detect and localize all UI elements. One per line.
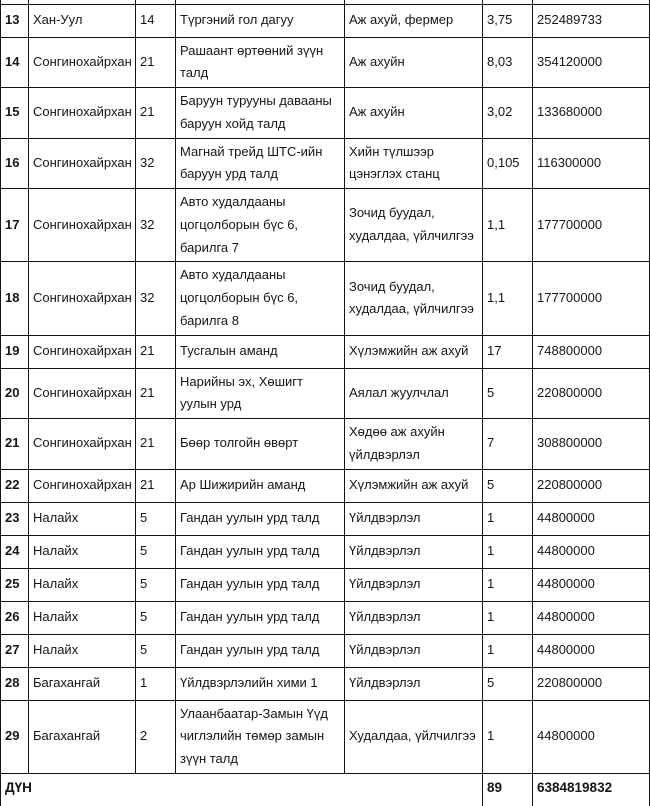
- cell-area: 8,03: [483, 37, 533, 88]
- cell-amount: 220800000: [533, 469, 650, 502]
- cell-khoroo-number: 5: [136, 568, 176, 601]
- cell-row-number: 14: [1, 37, 29, 88]
- table-row: [1, 335, 650, 368]
- table-row: [1, 419, 650, 470]
- cell-khoroo-number: 32: [136, 189, 176, 262]
- cell-location: Гандан уулын урд талд: [176, 535, 345, 568]
- cell-row-number: 23: [1, 502, 29, 535]
- cell-row-number: 25: [1, 568, 29, 601]
- cell-khoroo-number: 2: [136, 700, 176, 773]
- cell-area: 7: [483, 419, 533, 470]
- cell-area: 5: [483, 469, 533, 502]
- cell-amount: 354120000: [533, 37, 650, 88]
- cell-district: Сонгинохайрхан: [29, 419, 136, 470]
- cell-district: Налайх: [29, 535, 136, 568]
- cell-activity: Зочид буудал, худалдаа, үйлчилгээ: [345, 189, 483, 262]
- table-row: [1, 368, 650, 419]
- cell-khoroo-number: 21: [136, 469, 176, 502]
- cell-khoroo-number: 21: [136, 419, 176, 470]
- cell-area: 3,75: [483, 4, 533, 37]
- cell-row-number: 16: [1, 138, 29, 189]
- cell-activity: Хүлэмжийн аж ахуй: [345, 335, 483, 368]
- cell-row-number: 26: [1, 601, 29, 634]
- cell-amount: 252489733: [533, 4, 650, 37]
- cell-amount: 748800000: [533, 335, 650, 368]
- cell-district: Сонгинохайрхан: [29, 469, 136, 502]
- cell-khoroo-number: 21: [136, 88, 176, 139]
- cell-amount: 44800000: [533, 700, 650, 773]
- table-row: [1, 189, 650, 262]
- cell-activity: Хөдөө аж ахуйн үйлдвэрлэл: [345, 419, 483, 470]
- cell-district: Багахангай: [29, 667, 136, 700]
- table-row: [1, 667, 650, 700]
- cell-amount: 44800000: [533, 502, 650, 535]
- cell-district: Сонгинохайрхан: [29, 37, 136, 88]
- cell-activity: Худалдаа, үйлчилгээ: [345, 700, 483, 773]
- cell-district: Налайх: [29, 568, 136, 601]
- cell-amount: 116300000: [533, 138, 650, 189]
- cell-activity: Зочид буудал, худалдаа, үйлчилгээ: [345, 262, 483, 335]
- cell-activity: Аж ахуйн: [345, 88, 483, 139]
- cell-location: Баруун турууны давааны баруун хойд талд: [176, 88, 345, 139]
- cell-location: Тусгалын аманд: [176, 335, 345, 368]
- cell-amount: 44800000: [533, 601, 650, 634]
- cell-khoroo-number: 21: [136, 37, 176, 88]
- cell-district: Сонгинохайрхан: [29, 368, 136, 419]
- cell-amount: 133680000: [533, 88, 650, 139]
- cell-row-number: 18: [1, 262, 29, 335]
- cell-activity: Аж ахуйн: [345, 37, 483, 88]
- cell-location: Гандан уулын урд талд: [176, 568, 345, 601]
- cell-location: Магнай трейд ШТС-ийн баруун урд талд: [176, 138, 345, 189]
- cell-khoroo-number: 21: [136, 368, 176, 419]
- cell-location: Түргэний гол дагуу: [176, 4, 345, 37]
- cell-khoroo-number: 5: [136, 601, 176, 634]
- total-label: ДҮН: [1, 773, 483, 806]
- cell-row-number: 13: [1, 4, 29, 37]
- cell-location: Улаанбаатар-Замын Үүд чиглэлийн төмөр замын зүүн талд: [176, 700, 345, 773]
- cell-khoroo-number: 1: [136, 667, 176, 700]
- cell-row-number: 17: [1, 189, 29, 262]
- cell-location: Авто худалдааны цогцолборын бүс 6, барилга 8: [176, 262, 345, 335]
- cell-location: Гандан уулын урд талд: [176, 634, 345, 667]
- cell-district: Налайх: [29, 634, 136, 667]
- cell-amount: 44800000: [533, 634, 650, 667]
- cell-row-number: 28: [1, 667, 29, 700]
- cell-amount: 44800000: [533, 535, 650, 568]
- cell-area: 1: [483, 502, 533, 535]
- table-row: [1, 138, 650, 189]
- cell-activity: Үйлдвэрлэл: [345, 667, 483, 700]
- cell-area: 1,1: [483, 189, 533, 262]
- cell-activity: Үйлдвэрлэл: [345, 634, 483, 667]
- total-amount-value: 6384819832: [533, 773, 650, 806]
- total-row: [1, 773, 650, 806]
- cell-location: Бөөр толгойн өвөрт: [176, 419, 345, 470]
- cell-area: 1: [483, 568, 533, 601]
- table-row: [1, 568, 650, 601]
- cell-row-number: 29: [1, 700, 29, 773]
- cell-location: Гандан уулын урд талд: [176, 601, 345, 634]
- cell-activity: Аялал жуулчлал: [345, 368, 483, 419]
- table-row: [1, 4, 650, 37]
- table-row: [1, 502, 650, 535]
- cell-activity: Аж ахуй, фермер: [345, 4, 483, 37]
- cell-area: 0,105: [483, 138, 533, 189]
- cell-row-number: 22: [1, 469, 29, 502]
- cell-area: 1: [483, 535, 533, 568]
- cell-district: Налайх: [29, 502, 136, 535]
- cell-khoroo-number: 32: [136, 262, 176, 335]
- cell-row-number: 20: [1, 368, 29, 419]
- cell-activity: Үйлдвэрлэл: [345, 502, 483, 535]
- cell-district: Сонгинохайрхан: [29, 335, 136, 368]
- cell-khoroo-number: 5: [136, 535, 176, 568]
- table-row: [1, 601, 650, 634]
- cell-row-number: 27: [1, 634, 29, 667]
- cell-activity: Үйлдвэрлэл: [345, 568, 483, 601]
- table-row: [1, 37, 650, 88]
- cell-row-number: 19: [1, 335, 29, 368]
- cell-amount: 177700000: [533, 189, 650, 262]
- cell-activity: Үйлдвэрлэл: [345, 535, 483, 568]
- cell-district: Сонгинохайрхан: [29, 189, 136, 262]
- cell-khoroo-number: 21: [136, 335, 176, 368]
- cell-district: Хан-Уул: [29, 4, 136, 37]
- cell-amount: 177700000: [533, 262, 650, 335]
- cell-amount: 308800000: [533, 419, 650, 470]
- cell-location: Авто худалдааны цогцолборын бүс 6, барилга 7: [176, 189, 345, 262]
- cell-location: Рашаант өртөөний зүүн талд: [176, 37, 345, 88]
- cell-row-number: 15: [1, 88, 29, 139]
- total-area-value: 89: [483, 773, 533, 806]
- table-row: [1, 88, 650, 139]
- cell-khoroo-number: 5: [136, 502, 176, 535]
- cell-area: 17: [483, 335, 533, 368]
- cell-amount: 44800000: [533, 568, 650, 601]
- cell-row-number: 24: [1, 535, 29, 568]
- cell-activity: Хийн түлшээр цэнэглэх станц: [345, 138, 483, 189]
- cell-row-number: 21: [1, 419, 29, 470]
- table-row: [1, 700, 650, 773]
- cell-district: Налайх: [29, 601, 136, 634]
- cell-location: Нарийны эх, Хөшигт уулын урд: [176, 368, 345, 419]
- cell-area: 1,1: [483, 262, 533, 335]
- cell-activity: Үйлдвэрлэл: [345, 601, 483, 634]
- cell-district: Сонгинохайрхан: [29, 88, 136, 139]
- cell-amount: 220800000: [533, 667, 650, 700]
- cell-district: Сонгинохайрхан: [29, 262, 136, 335]
- cell-location: Ар Шижирийн аманд: [176, 469, 345, 502]
- cell-district: Багахангай: [29, 700, 136, 773]
- table-row: [1, 535, 650, 568]
- cell-amount: 220800000: [533, 368, 650, 419]
- cell-khoroo-number: 14: [136, 4, 176, 37]
- table-row: [1, 469, 650, 502]
- cell-area: 1: [483, 634, 533, 667]
- cell-activity: Хүлэмжийн аж ахуй: [345, 469, 483, 502]
- cell-khoroo-number: 5: [136, 634, 176, 667]
- cell-district: Сонгинохайрхан: [29, 138, 136, 189]
- cell-area: 3,02: [483, 88, 533, 139]
- cell-area: 1: [483, 700, 533, 773]
- cell-area: 5: [483, 368, 533, 419]
- cell-area: 1: [483, 601, 533, 634]
- cell-location: Гандан уулын урд талд: [176, 502, 345, 535]
- cell-location: Үйлдвэрлэлийн хими 1: [176, 667, 345, 700]
- cell-khoroo-number: 32: [136, 138, 176, 189]
- table-row: [1, 262, 650, 335]
- cell-area: 5: [483, 667, 533, 700]
- table-row: [1, 634, 650, 667]
